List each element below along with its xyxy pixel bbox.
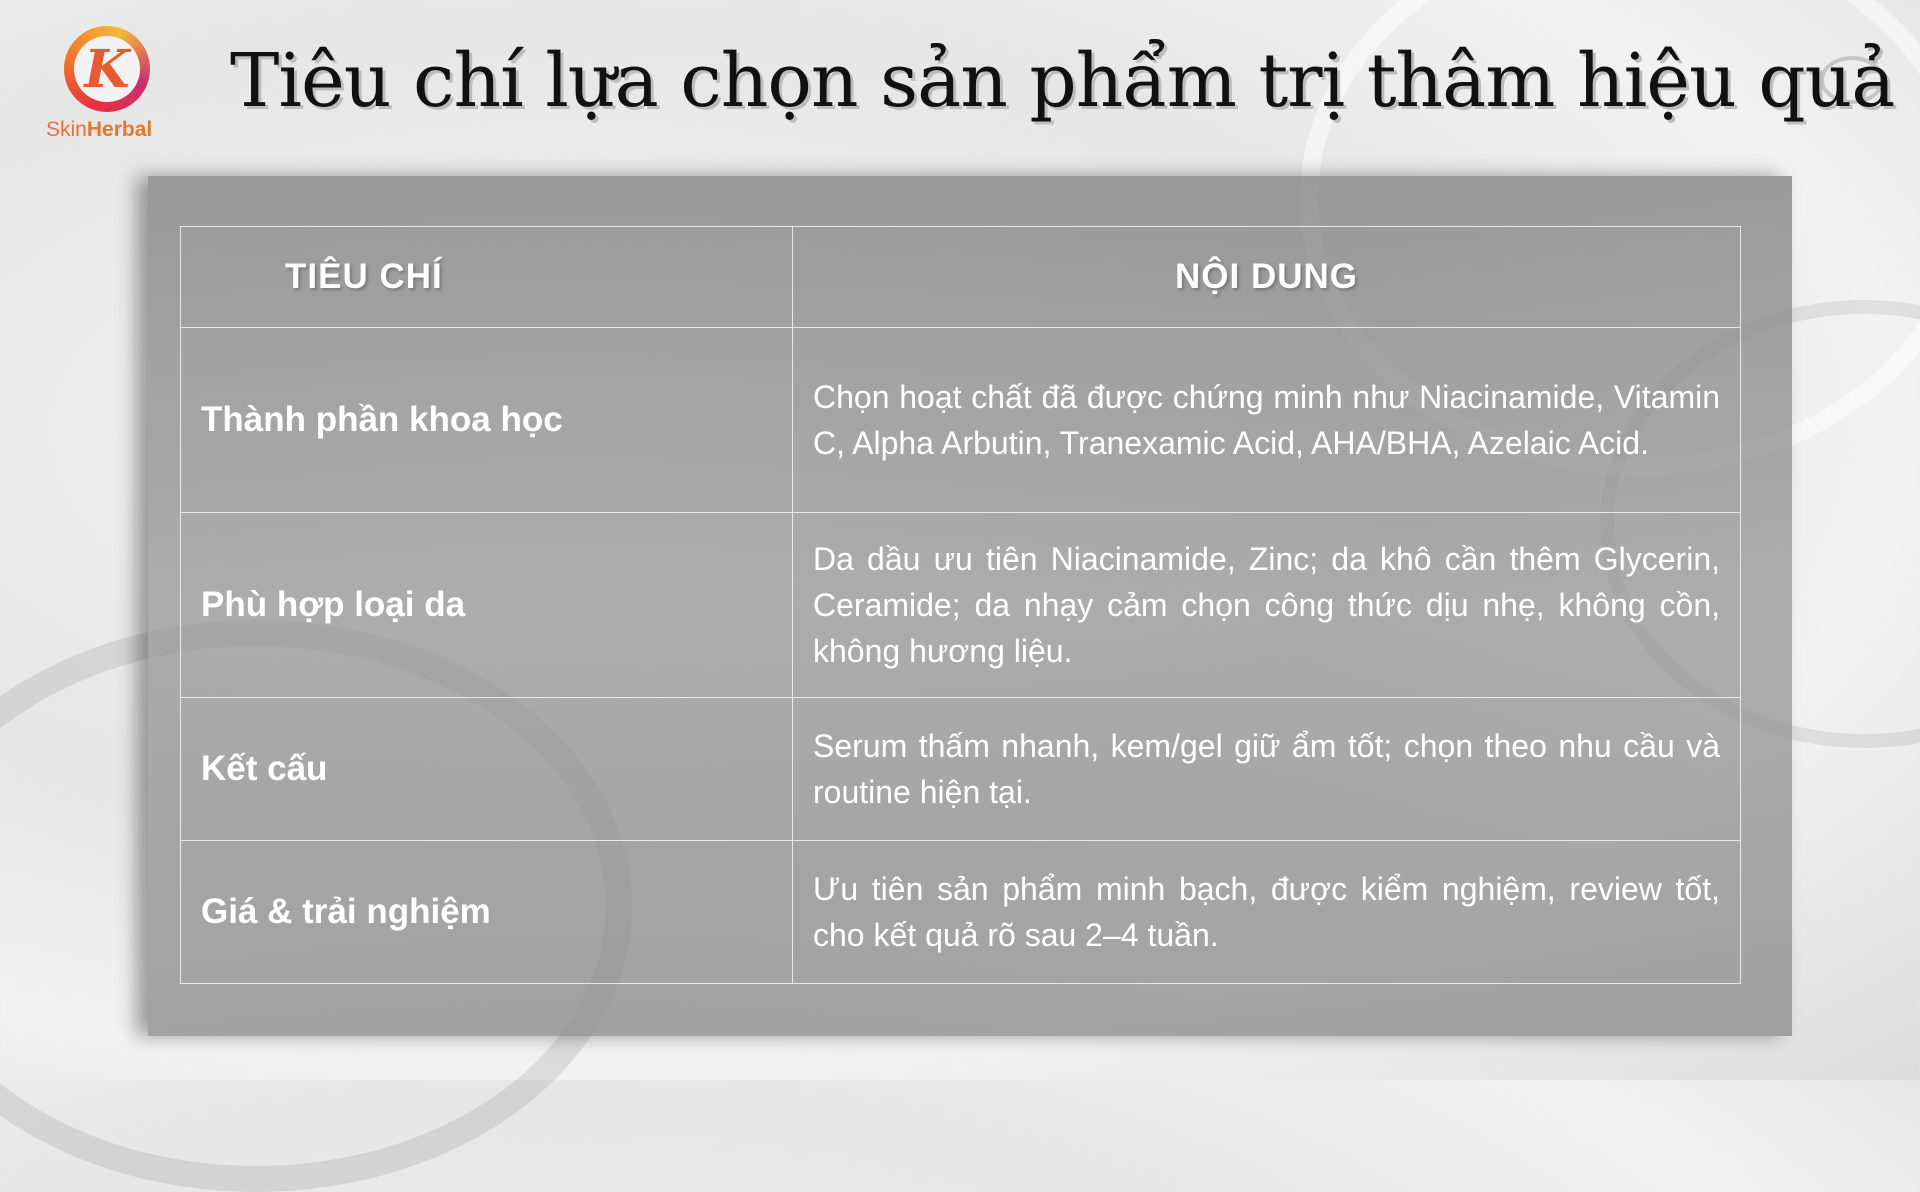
logo-letter: K bbox=[84, 38, 130, 100]
criterion-cell: Giá & trải nghiệm bbox=[181, 841, 793, 984]
content-cell: Serum thấm nhanh, kem/gel giữ ẩm tốt; chọn theo nhu cầu và routine hiện tại. bbox=[793, 698, 1741, 841]
logo-ring bbox=[64, 26, 150, 112]
header-content: NỘI DUNG bbox=[793, 227, 1741, 328]
table-panel bbox=[148, 176, 1792, 1036]
criterion-cell: Phù hợp loại da bbox=[181, 513, 793, 698]
logo-word-skin: Skin bbox=[46, 118, 87, 141]
table-row bbox=[181, 513, 1741, 698]
logo-wordmark bbox=[46, 118, 152, 142]
table-header-row bbox=[181, 227, 1741, 328]
skinherbal-logo bbox=[42, 26, 182, 146]
criteria-table bbox=[180, 226, 1741, 984]
table-row bbox=[181, 841, 1741, 984]
table-row bbox=[181, 328, 1741, 513]
page-title: Tiêu chí lựa chọn sản phẩm trị thâm hiệu quả bbox=[230, 38, 1895, 124]
content-cell: Ưu tiên sản phẩm minh bạch, được kiểm nghiệm, review tốt, cho kết quả rõ sau 2–4 tuần. bbox=[793, 841, 1741, 984]
criterion-cell: Thành phần khoa học bbox=[181, 328, 793, 513]
content-cell: Chọn hoạt chất đã được chứng minh như Niacinamide, Vitamin C, Alpha Arbutin, Tranexamic Acid, AHA/BHA, Azelaic Acid. bbox=[793, 328, 1741, 513]
content-cell: Da dầu ưu tiên Niacinamide, Zinc; da khô cần thêm Glycerin, Ceramide; da nhạy cảm chọn công thức dịu nhẹ, không cồn, không hương liệu. bbox=[793, 513, 1741, 698]
table-row bbox=[181, 698, 1741, 841]
logo-word-herbal: Herbal bbox=[86, 118, 153, 141]
header-criterion: TIÊU CHÍ bbox=[181, 227, 793, 328]
criterion-cell: Kết cấu bbox=[181, 698, 793, 841]
